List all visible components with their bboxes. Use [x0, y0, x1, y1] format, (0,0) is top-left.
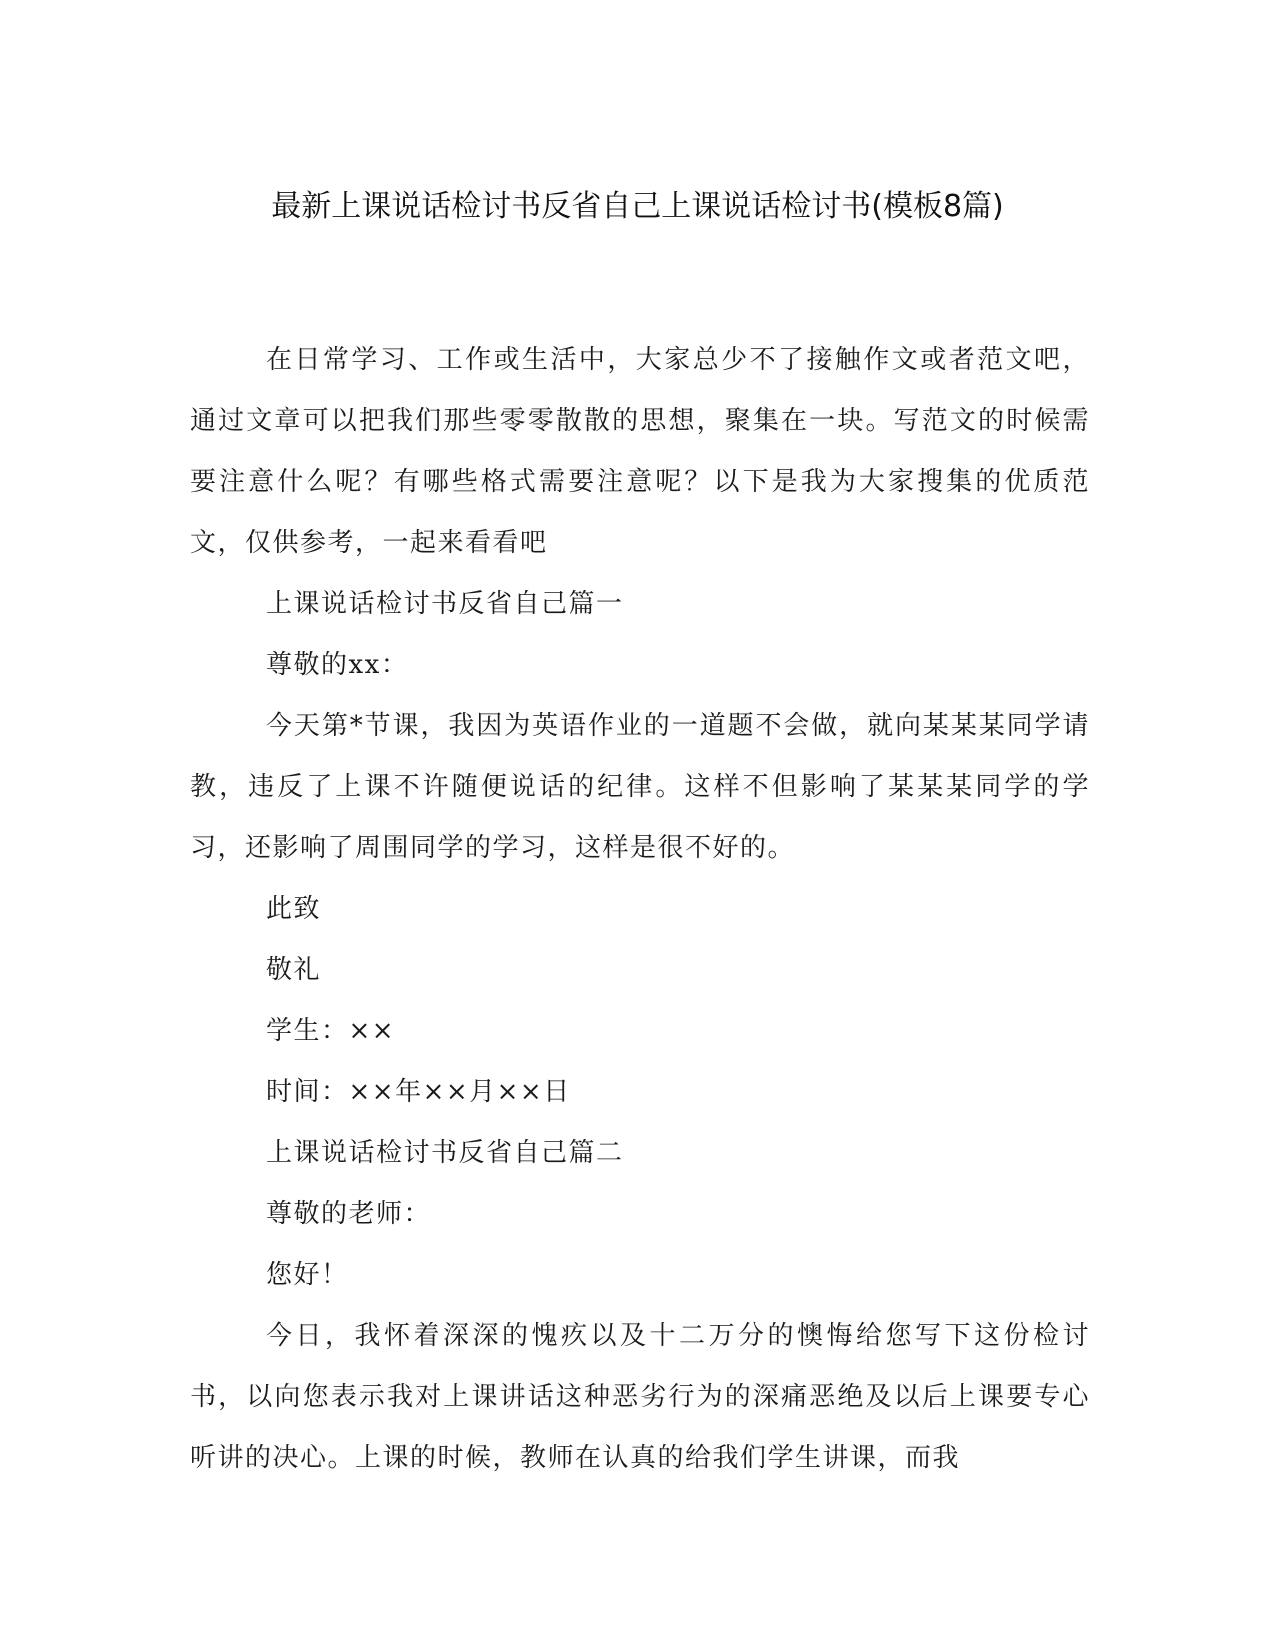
section-heading-1: 上课说话检讨书反省自己篇一	[266, 589, 624, 619]
salutation-2: 尊敬的老师：	[266, 1199, 432, 1229]
signature-student: 学生：××	[266, 1016, 396, 1046]
greeting: 您好！	[266, 1260, 349, 1290]
document-body	[190, 330, 1090, 1489]
salutation-1: 尊敬的xx：	[266, 650, 409, 680]
section-heading-2: 上课说话检讨书反省自己篇二	[266, 1138, 624, 1168]
document-title: 最新上课说话检讨书反省自己上课说话检讨书(模板8篇)	[271, 189, 1004, 224]
signature-date: 时间：××年××月××日	[266, 1077, 571, 1107]
closing-line-2: 敬礼	[266, 955, 322, 985]
body-paragraph-2: 今日，我怀着深深的愧疚以及十二万分的懊悔给您写下这份检讨书，以向您表示我对上课讲话这种恶劣行为的深痛恶绝及以后上课要专心听讲的决心。上课的时候，教师在认真的给我们学生讲课，而我	[190, 1321, 1090, 1473]
intro-paragraph: 在日常学习、工作或生活中，大家总少不了接触作文或者范文吧，通过文章可以把我们那些零零散散的思想，聚集在一块。写范文的时候需要注意什么呢？有哪些格式需要注意呢？以下是我为大家搜集的优质范文，仅供参考，一起来看看吧	[190, 345, 1090, 558]
closing-line-1: 此致	[266, 894, 322, 924]
body-paragraph-1: 今天第*节课，我因为英语作业的一道题不会做，就向某某某同学请教，违反了上课不许随便说话的纪律。这样不但影响了某某某同学的学习，还影响了周围同学的学习，这样是很不好的。	[190, 711, 1090, 863]
